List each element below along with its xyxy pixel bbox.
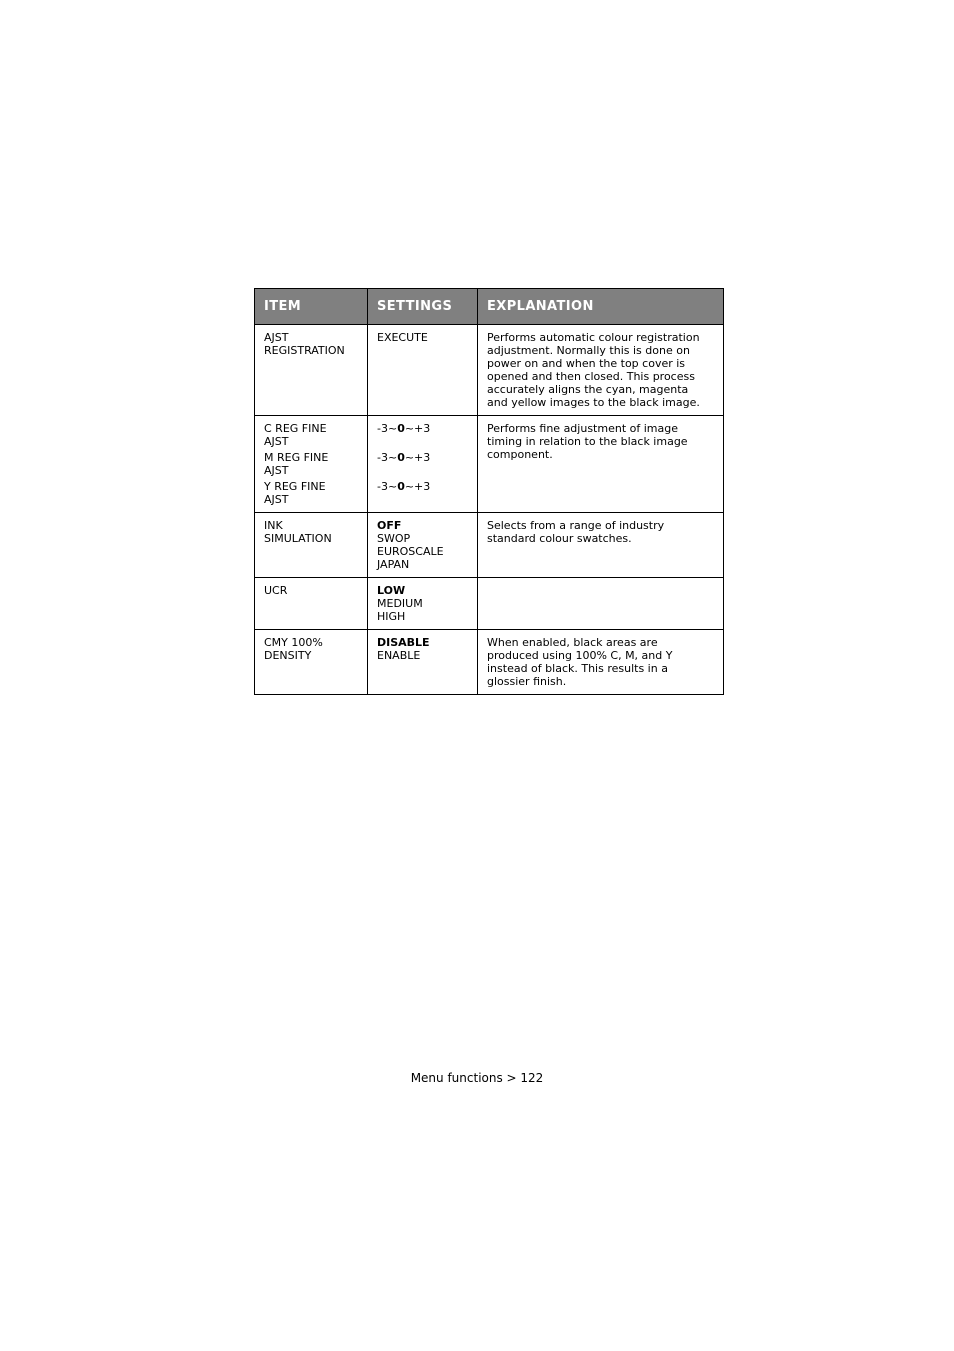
explanation-line: Performs fine adjustment of image: [487, 422, 678, 435]
table-body: [255, 325, 724, 695]
header-item: ITEM: [255, 289, 368, 325]
table-row: [255, 416, 724, 513]
explanation-line: component.: [487, 448, 553, 461]
setting-option: HIGH: [377, 610, 406, 623]
item-group: [264, 636, 358, 662]
range-min: -3~: [377, 422, 398, 435]
item-name-line: M REG FINE: [264, 451, 329, 464]
setting-option: EUROSCALE: [377, 545, 444, 558]
settings-group: [377, 636, 468, 662]
setting-default-option: DISABLE: [377, 636, 430, 649]
range-max: ~+3: [404, 480, 431, 493]
settings-group: [377, 584, 468, 623]
range-max: ~+3: [404, 422, 431, 435]
range-max: ~+3: [404, 451, 431, 464]
table-header: [255, 289, 724, 325]
settings-group: [377, 422, 468, 448]
item-name-line: C REG FINE: [264, 422, 327, 435]
item-cell: [255, 325, 368, 416]
settings-group: [377, 451, 468, 477]
explanation-cell: [478, 578, 724, 630]
settings-cell: [368, 416, 478, 513]
explanation-line: standard colour swatches.: [487, 532, 632, 545]
range-default: 0: [397, 451, 405, 464]
settings-cell: [368, 513, 478, 578]
header-explanation: EXPLANATION: [478, 289, 724, 325]
table-row: [255, 630, 724, 695]
item-name-line: AJST: [264, 493, 289, 506]
setting-option: ENABLE: [377, 649, 421, 662]
item-name-line: AJST: [264, 331, 289, 344]
setting-option: EXECUTE: [377, 331, 428, 344]
explanation-line: instead of black. This results in a: [487, 662, 668, 675]
item-name-line: DENSITY: [264, 649, 312, 662]
explanation-line: glossier finish.: [487, 675, 567, 688]
item-name-line: UCR: [264, 584, 288, 597]
range-min: -3~: [377, 480, 398, 493]
range-min: -3~: [377, 451, 398, 464]
setting-range: [377, 480, 468, 493]
settings-cell: [368, 578, 478, 630]
setting-range: [377, 422, 468, 435]
settings-group: [377, 519, 468, 571]
setting-option: MEDIUM: [377, 597, 423, 610]
item-name-line: REGISTRATION: [264, 344, 345, 357]
range-default: 0: [397, 422, 405, 435]
item-name-line: Y REG FINE: [264, 480, 326, 493]
header-settings: SETTINGS: [368, 289, 478, 325]
header-row: [255, 289, 724, 325]
explanation-cell: [478, 513, 724, 578]
table-row: [255, 325, 724, 416]
item-name-line: SIMULATION: [264, 532, 332, 545]
item-name-line: CMY 100%: [264, 636, 323, 649]
item-cell: [255, 416, 368, 513]
page-footer: Menu functions > 122: [410, 1071, 544, 1085]
setting-option: JAPAN: [377, 558, 410, 571]
setting-option: SWOP: [377, 532, 411, 545]
settings-group: [377, 331, 468, 344]
item-name-line: AJST: [264, 464, 289, 477]
explanation-line: power on and when the top cover is: [487, 357, 686, 370]
explanation-line: timing in relation to the black image: [487, 435, 688, 448]
explanation-line: Selects from a range of industry: [487, 519, 665, 532]
settings-cell: [368, 630, 478, 695]
explanation-cell: [478, 416, 724, 513]
item-cell: [255, 578, 368, 630]
item-group: [264, 451, 358, 477]
settings-group: [377, 480, 468, 506]
item-group: [264, 584, 358, 597]
item-name-line: INK: [264, 519, 283, 532]
item-group: [264, 480, 358, 506]
item-name-line: AJST: [264, 435, 289, 448]
setting-default-option: OFF: [377, 519, 402, 532]
item-group: [264, 519, 358, 545]
explanation-line: produced using 100% C, M, and Y: [487, 649, 673, 662]
explanation-line: Performs automatic colour registration: [487, 331, 700, 344]
explanation-cell: [478, 325, 724, 416]
item-group: [264, 331, 358, 357]
table-row: [255, 513, 724, 578]
item-cell: [255, 513, 368, 578]
explanation-line: opened and then closed. This process: [487, 370, 695, 383]
range-default: 0: [397, 480, 405, 493]
explanation-line: adjustment. Normally this is done on: [487, 344, 690, 357]
table-row: [255, 578, 724, 630]
explanation-line: accurately aligns the cyan, magenta: [487, 383, 689, 396]
menu-functions-table: [254, 288, 724, 695]
setting-range: [377, 451, 468, 464]
explanation-line: When enabled, black areas are: [487, 636, 658, 649]
settings-cell: [368, 325, 478, 416]
item-cell: [255, 630, 368, 695]
explanation-cell: [478, 630, 724, 695]
explanation-line: and yellow images to the black image.: [487, 396, 700, 409]
item-group: [264, 422, 358, 448]
setting-default-option: LOW: [377, 584, 406, 597]
